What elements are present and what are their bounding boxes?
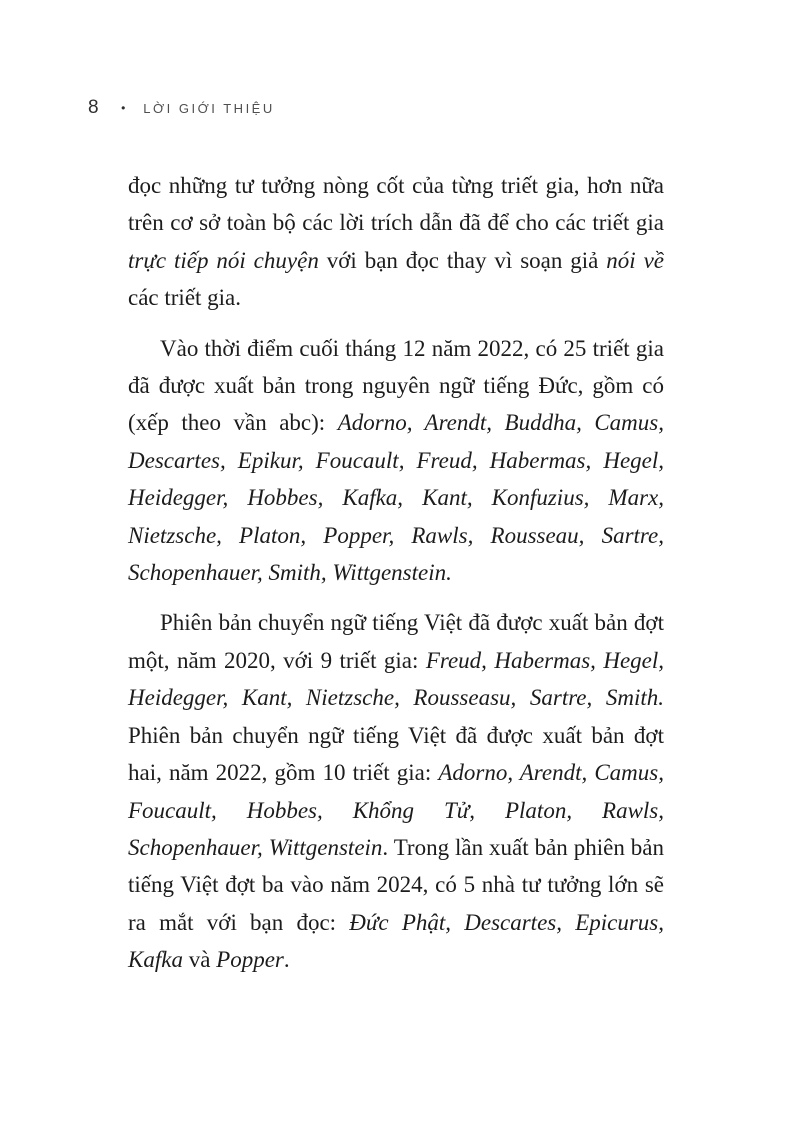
body-text-segment: và xyxy=(182,947,217,973)
italic-text-segment: Adorno, Arendt, Camus, Foucault, Hobbes, Khổng Tử, Platon, Rawls, Schopenhauer, Wittgenstein xyxy=(128,760,664,860)
italic-text-segment: Adorno, Arendt, Buddha, Camus, Descartes, Epikur, Foucault, Freud, Habermas, Hegel, Heidegger, Hobbes, Kafka, Kant, Konfuzius, Marx, Nietzsche, Platon, Popper, Rawls, Rousseau, Sartre, Schopenhauer, Smith, Wittgenstein. xyxy=(128,410,664,586)
italic-text-segment: Freud, Habermas, Hegel, Heidegger, Kant, Nietzsche, Rousseasu, Sartre, Smith. xyxy=(128,647,664,711)
page-header xyxy=(88,97,275,119)
page-number: 8 xyxy=(88,97,100,118)
running-title: LỜI GIỚI THIỆU xyxy=(143,100,275,116)
body-text-segment: . xyxy=(283,947,290,973)
italic-text-segment: nói về xyxy=(606,247,665,273)
body-text-segment: . Trong lần xuất bản phiên bản tiếng Việt đợt ba vào năm 2024, có 5 nhà tư tưởng lớn sẽ ra mắt với bạn đọc: xyxy=(128,834,664,935)
paragraph xyxy=(128,330,664,592)
body-text-segment: đọc những tư tưởng nòng cốt của từng triết gia, hơn nữa trên cơ sở toàn bộ các lời trích dẫn đã để cho các triết gia xyxy=(128,173,664,236)
paragraph xyxy=(128,167,664,317)
italic-text-segment: Popper xyxy=(216,947,284,973)
body-text-segment: các triết gia. xyxy=(128,285,242,311)
body-text-segment: Phiên bản chuyển ngữ tiếng Việt đã được xuất bản đợt một, năm 2020, với 9 triết gia: xyxy=(128,610,664,673)
paragraph xyxy=(128,604,664,978)
italic-text-segment: Đức Phật, Descartes, Epicurus, Kafka xyxy=(128,909,664,973)
body-text-segment: Phiên bản chuyển ngữ tiếng Việt đã được xuất bản đợt hai, năm 2022, gồm 10 triết gia: xyxy=(128,722,664,786)
body-text-segment: với bạn đọc thay vì soạn giả xyxy=(318,247,607,273)
page-body xyxy=(128,167,664,992)
bullet-separator-icon: • xyxy=(121,101,126,115)
body-text-segment: Vào thời điểm cuối tháng 12 năm 2022, có 25 triết gia đã được xuất bản trong nguyên ngữ tiếng Đức, gồm có (xếp theo vần abc): xyxy=(128,335,664,436)
italic-text-segment: trực tiếp nói chuyện xyxy=(128,247,319,273)
